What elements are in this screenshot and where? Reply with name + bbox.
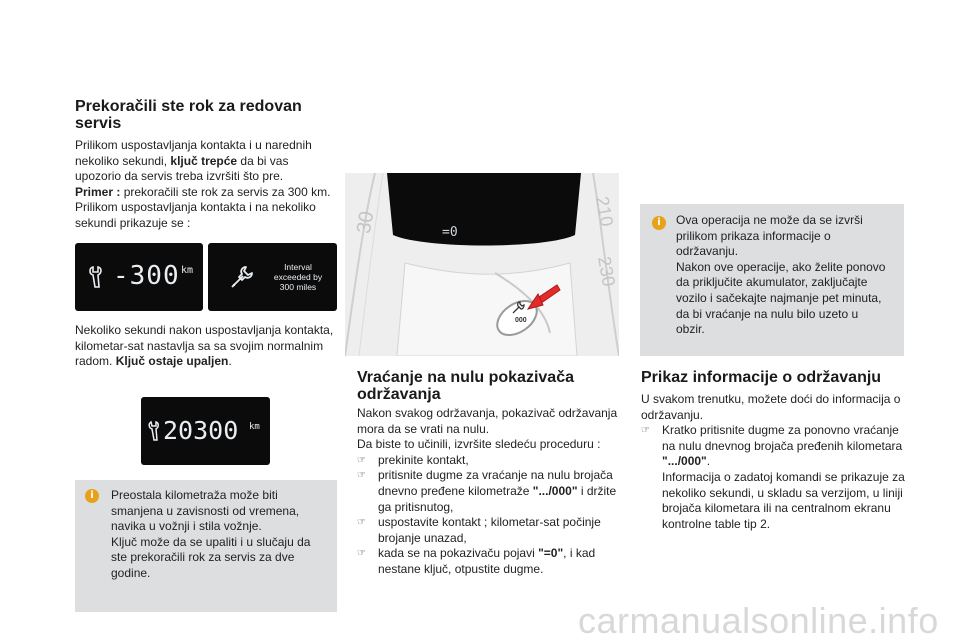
note-line: Ova operacija ne može da se izvrši xyxy=(676,213,863,227)
emphasis-zero: "=0" xyxy=(538,546,564,561)
reset-button-label: 000 xyxy=(515,317,527,324)
text: Nekoliko sekundi nakon uspostavljanja kontakta, kilometar-sat nastavlja sa sa svojim normalnim radom. xyxy=(75,323,334,369)
text: prekinite kontakt, xyxy=(378,452,469,467)
note-line: godine. xyxy=(111,565,151,580)
display-unit: km xyxy=(181,265,194,276)
text: pritisnite dugme za vraćanje na nulu brojača dnevno pređene kilometraže xyxy=(378,468,613,498)
display-unit: km xyxy=(249,422,260,432)
paragraph: U svakom trenutku, možete doći do informacija o održavanju. xyxy=(641,392,901,422)
list-item xyxy=(641,423,906,532)
label-example: Primer : xyxy=(75,184,121,199)
note-line: Ključ može da se upaliti i u slučaju da xyxy=(111,534,311,549)
watermark: carmanualsonline.info xyxy=(578,600,939,641)
text: . xyxy=(706,454,711,469)
heading-reset-maintenance: Vraćanje na nulu pokazivača održavanja xyxy=(357,369,574,403)
text: Kratko pritisnite dugme za ponovno vraćanje na nulu dnevnog brojača pređenih kilometara xyxy=(662,423,903,453)
list-item xyxy=(357,546,621,577)
text: da bi vas upozorio da servis treba izvršiti što pre. xyxy=(75,153,289,184)
paragraph: Da biste to učinili, izvršite sledeću proceduru : xyxy=(357,437,601,452)
paragraph: Nakon svakog održavanja, pokazivač održavanja mora da se vrati na nulu. xyxy=(357,406,618,436)
info-list xyxy=(641,423,906,532)
cluster-illustration xyxy=(345,173,619,356)
text: Informacija o zadatoj komandi se prikazuje za nekoliko sekundi, u skladu sa verzijom, u liniji brojača kilometara ili na centralnom ekranu kontrolne table tip 2. xyxy=(662,469,905,531)
display-line: 300 miles xyxy=(279,282,317,292)
note-line: ste prekoračili rok za servis za dve xyxy=(111,550,295,565)
info-icon: i xyxy=(85,489,99,503)
display-value: 20300 xyxy=(163,416,239,445)
emphasis-key-blinks: ključ trepće xyxy=(170,153,238,168)
note-line: navika u vožnji i stila vožnje. xyxy=(111,519,262,534)
text: uspostavite kontakt ; kilometar-sat počinje brojanje unazad, xyxy=(378,515,601,545)
emphasis-button-label: ".../000" xyxy=(662,454,707,469)
instrument-cluster-photo xyxy=(345,173,619,356)
text: . xyxy=(228,354,232,369)
note-line: obzir. xyxy=(676,322,705,337)
gauge-number: 30 xyxy=(352,209,379,236)
text: kada se na pokazivaču pojavi xyxy=(378,546,539,561)
gauge-number: 230 xyxy=(594,254,619,288)
list-item xyxy=(357,468,621,515)
gauge-number: 210 xyxy=(592,194,617,228)
wrench-icon xyxy=(228,263,256,291)
note-line: smanjena u zavisnosti od vremena, xyxy=(111,503,300,518)
note-line: da priključite akumulator, zaključajte xyxy=(676,275,868,290)
heading-maintenance-display: Prikaz informacije o održavanju xyxy=(641,369,882,386)
wrench-icon xyxy=(87,265,107,289)
note-battery-reconnect xyxy=(640,204,904,356)
note-line: Preostala kilometraža može biti xyxy=(111,488,278,502)
section-reset-procedure xyxy=(357,406,621,578)
note-text xyxy=(111,488,333,582)
heading-service-overdue: Prekoračili ste rok za redovan servis xyxy=(75,98,302,132)
display-text-block xyxy=(268,262,328,292)
note-line: Nakon ove operacije, ako želite ponovo xyxy=(676,259,886,274)
display-odometer-20300 xyxy=(141,397,270,465)
display-value: -300 xyxy=(113,261,180,291)
note-text xyxy=(676,213,900,338)
note-line: da bi vraćanje na nulu bilo uzeto u xyxy=(676,306,859,321)
note-line: održavanju. xyxy=(676,244,739,259)
display-interval-exceeded xyxy=(208,243,337,311)
cluster-display-value: =0 xyxy=(442,225,458,240)
emphasis-key-stays-on: Ključ ostaje upaljen xyxy=(115,354,229,369)
display-minus-300-km xyxy=(75,243,203,311)
wrench-icon xyxy=(147,420,163,442)
note-line: prilikom prikaza informacije o xyxy=(676,228,831,243)
emphasis-button-label: ".../000" xyxy=(532,483,578,498)
wrench-icon xyxy=(511,301,525,315)
note-line: vozilo i sačekajte najmanje pet minuta, xyxy=(676,290,882,305)
text: Prilikom uspostavljanja kontakta i u narednih nekoliko sekundi, xyxy=(75,138,312,168)
paragraph-after-seconds xyxy=(75,323,337,370)
display-line: exceeded by xyxy=(273,272,323,282)
text: i držite ga pritisnutog, xyxy=(378,483,617,514)
paragraph-overdue-intro xyxy=(75,138,337,232)
display-line: Interval xyxy=(284,262,312,272)
text: prekoračili ste rok za servis za 300 km. Prilikom uspostavljanja kontakta i na nekoliko sekundi prikazuje se : xyxy=(75,184,331,230)
info-icon: i xyxy=(652,216,666,230)
list-item xyxy=(357,453,621,469)
note-remaining-mileage xyxy=(75,480,337,612)
text: , i kad nestane ključ, otpustite dugme. xyxy=(378,546,596,576)
list-item xyxy=(357,515,621,546)
procedure-list xyxy=(357,453,621,578)
section-maintenance-info xyxy=(641,392,906,532)
